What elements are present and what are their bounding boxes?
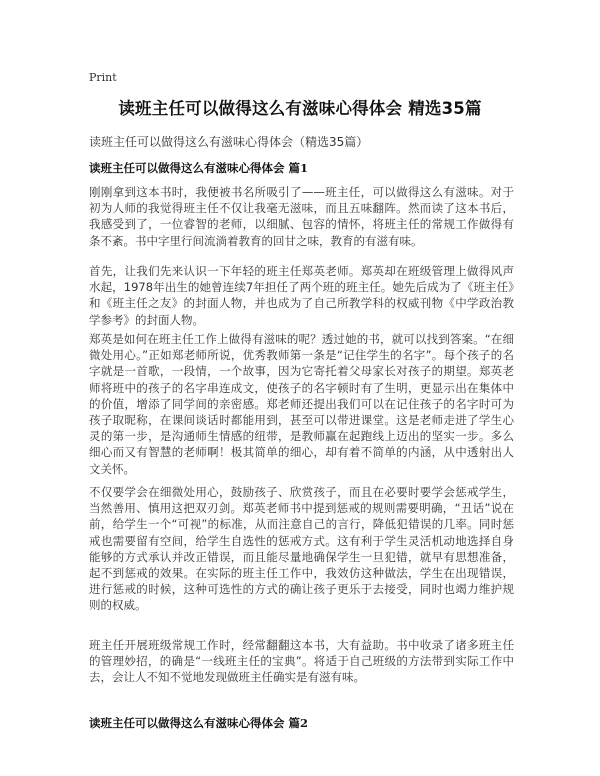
subtitle: 读班主任可以做得这么有滋味心得体会（精选35篇） <box>89 135 369 149</box>
paragraph-2: 首先，让我们先来认识一下年轻的班主任郑英老师。郑英却在班级管理上做得风声水起，1978年出生的她曾连续7年担任了两个班的班主任。她先后成为了《班主任》和《班主任之友》的封面人物，并也成为了自己所教学科的权威刊物《中学政治教学参考》的封面人物。 <box>89 264 514 327</box>
section-heading-2: 读班主任可以做得这么有滋味心得体会 篇2 <box>89 716 309 730</box>
paragraph-3: 郑英是如何在班主任工作上做得有滋味的呢？透过她的书，就可以找到答案。“在细微处用心。”正如郑老师所说，优秀教师第一条是“记住学生的名字”。每个孩子的名字就是一首歌，一段情，一个故事，因为它寄托着父母家长对孩子的期望。郑英老师将班中的孩子的名字串连成文，使孩子的名字顿时有了生明，更显示出在集体中的价值，增添了同学间的亲密感。郑老师还提出我们可以在记住孩子的名字时可为孩子取昵称，在课间谈话时都能用到，甚至可以带进课堂。这是老师走进了学生心灵的第一步，是沟通师生情感的纽带，是教师赢在起跑线上迈出的坚实一步。多么细心而又有智慧的老师啊！极其简单的细心，却有着不简单的内涵，从中透射出人文关怀。 <box>89 332 514 476</box>
section-heading-1: 读班主任可以做得这么有滋味心得体会 篇1 <box>89 161 309 175</box>
paragraph-4: 不仅要学会在细微处用心，鼓励孩子、欣赏孩子，而且在必要时要学会惩戒学生，当然善用、慎用这把双刃剑。郑英老师书中提到惩戒的规则需要明确，“丑话”说在前，给学生一个“可视”的标准，从而注意自己的言行，降低犯错误的几率。同时惩戒也需要留有空间，给学生自选性的惩戒方式。这有利于学生灵活机动地选择自身能够的方式承认并改正错误，而且能尽量地确保学生一旦犯错，就早有思想准备，起不到惩戒的效果。在实际的班主任工作中，我效仿这种做法，学生在出现错误，进行惩戒的时候，这种可选性的方式的确让孩子更乐于去接受，同时也竭力维护规则的权威。 <box>89 485 514 613</box>
paragraph-5: 班主任开展班级常规工作时，经常翻翻这本书，大有益助。书中收录了诸多班主任的管理妙招，的确是“一线班主任的宝典”。将适于自己班级的方法带到实际工作中去，会让人不知不觉地发现做班主任确实是有滋有味。 <box>89 638 514 685</box>
page-title: 读班主任可以做得这么有滋味心得体会 精选35篇 <box>118 99 482 118</box>
paragraph-1: 刚刚拿到这本书时，我便被书名所吸引了——班主任，可以做得这么有滋味。对于初为人师的我觉得班主任不仅让我毫无滋味，而且五味翻阵。然而读了这本书后，我感受到了，一位睿智的老师，以细腻、包容的情怀，将班主任的常规工作做得有条不紊。书中字里行间流淌着教育的回甘之味，教育的有滋有味。 <box>89 185 514 248</box>
print-link[interactable]: Print <box>89 71 117 84</box>
